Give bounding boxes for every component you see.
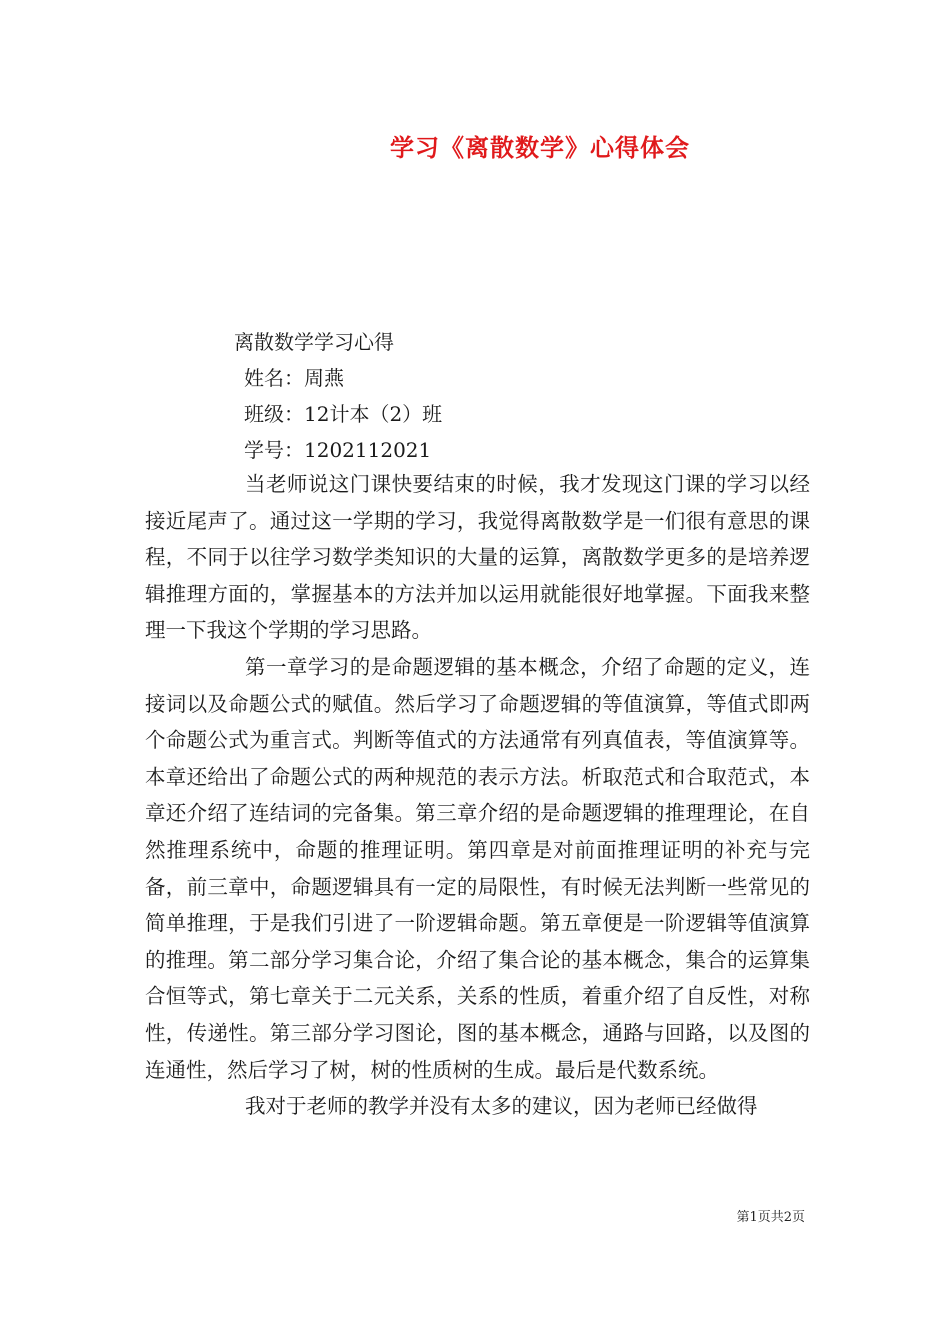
author-info [234, 324, 442, 468]
page-number: 第1页共2页 [736, 1210, 805, 1225]
document-title: 学习《离散数学》心得体会 [390, 133, 690, 162]
paragraph: 第一章学习的是命题逻辑的基本概念，介绍了命题的定义，连接词以及命题公式的赋值。然后学习了命题逻辑的等值演算，等值式即两个命题公式为重言式。判断等值式的方法通常有列真值表，等值演算等。本章还给出了命题公式的两种规范的表示方法。析取范式和合取范式，本章还介绍了连结词的完备集。第三章介绍的是命题逻辑的推理理论，在自然推理系统中，命题的推理证明。第四章是对前面推理证明的补充与完备，前三章中，命题逻辑具有一定的局限性，有时候无法判断一些常见的简单推理，于是我们引进了一阶逻辑命题。第五章便是一阶逻辑等值演算的推理。第二部分学习集合论，介绍了集合论的基本概念，集合的运算集合恒等式，第七章关于二元关系，关系的性质，着重介绍了自反性，对称性，传递性。第三部分学习图论，图的基本概念，通路与回路，以及图的连通性，然后学习了树，树的性质树的生成。最后是代数系统。 [145, 654, 810, 1082]
essay-heading: 离散数学学习心得 [234, 330, 394, 354]
paragraph: 当老师说这门课快要结束的时候，我才发现这门课的学习以经接近尾声了。通过这一学期的学习，我觉得离散数学是一们很有意思的课程，不同于以往学习数学类知识的大量的运算，离散数学更多的是培养逻辑推理方面的，掌握基本的方法并加以运用就能很好地掌握。下面我来整理一下我这个学期的学习思路。 [145, 472, 810, 643]
author-class: 班级：12计本（2）班 [244, 402, 443, 426]
document-body [145, 466, 810, 1125]
author-student-id: 学号：1202112021 [244, 438, 432, 462]
paragraph: 我对于老师的教学并没有太多的建议，因为老师已经做得 [245, 1094, 758, 1119]
author-name: 姓名：周燕 [244, 366, 344, 390]
